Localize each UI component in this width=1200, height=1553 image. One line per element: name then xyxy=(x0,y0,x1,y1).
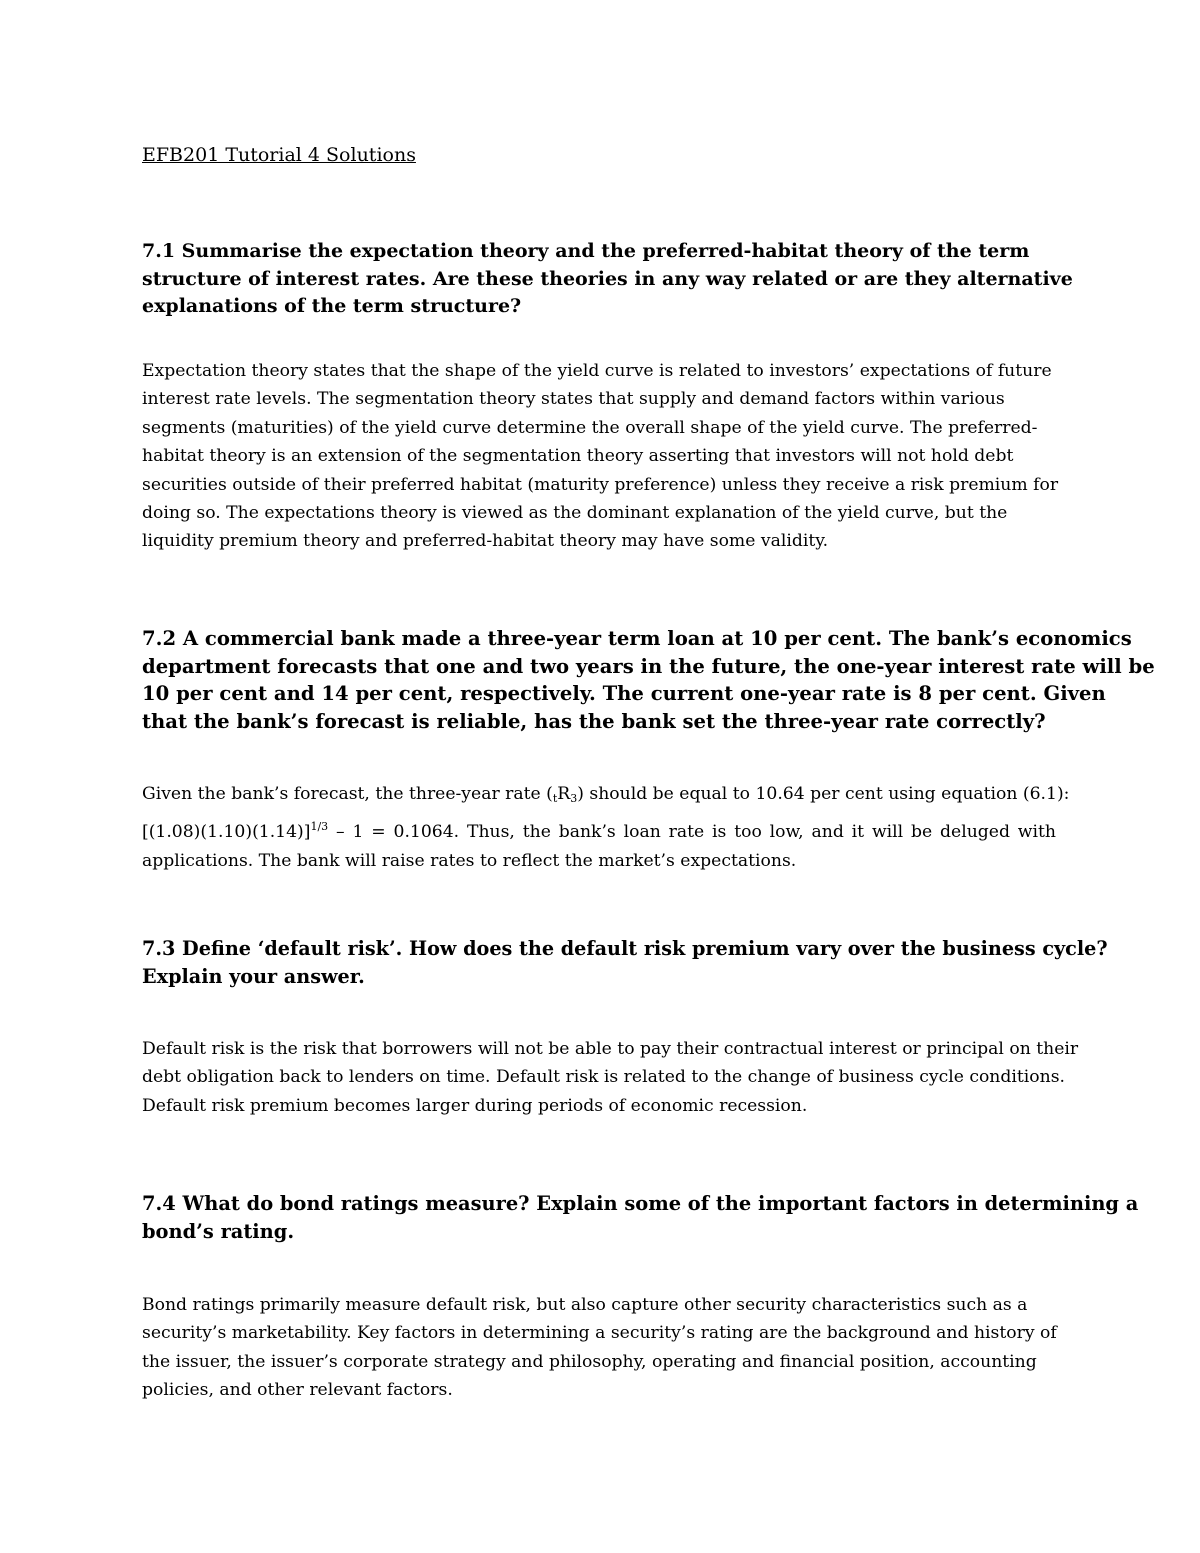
answer-text: R xyxy=(557,784,571,804)
document-title: EFB201 Tutorial 4 Solutions xyxy=(142,144,416,166)
question-line: 10 per cent and 14 per cent, respectively. The current one-year rate is 8 per cent. Given xyxy=(142,682,1106,705)
question-line: that the bank’s forecast is reliable, has the bank set the three-year rate correctly? xyxy=(142,709,1046,733)
answer-line: doing so. The expectations theory is viewed as the dominant explanation of the yield curve, but the xyxy=(142,503,1008,524)
answer-line: Default risk premium becomes larger during periods of economic recession. xyxy=(142,1095,808,1116)
question-line: explanations of the term structure? xyxy=(142,295,522,317)
answer-line: applications. The bank will raise rates to reflect the market’s expectations. xyxy=(142,850,797,871)
exponent: 1/3 xyxy=(310,820,329,834)
answer-line: segments (maturities) of the yield curve determine the overall shape of the yield curve. The preferred- xyxy=(142,417,1038,438)
question-line: 7.4 What do bond ratings measure? Explain some of the important factors in determining a xyxy=(142,1192,1139,1215)
answer-line: Expectation theory states that the shape of the yield curve is related to investors’ expectations of future xyxy=(142,361,1052,381)
formula-text: [(1.08)(1.10)(1.14)] xyxy=(142,822,311,843)
answer-line xyxy=(142,813,1056,846)
question-line: 7.1 Summarise the expectation theory and the preferred-habitat theory of the term xyxy=(142,240,1030,262)
answer-line xyxy=(142,780,1069,813)
answer-line: debt obligation back to lenders on time. Default risk is related to the change of business cycle conditions. xyxy=(142,1067,1065,1088)
question-line: 7.2 A commercial bank made a three-year term loan at 10 per cent. The bank’s economics xyxy=(142,627,1132,650)
question-line: department forecasts that one and two years in the future, the one-year interest rate will be xyxy=(142,654,1155,678)
answer-7-4 xyxy=(142,1291,1057,1405)
answer-7-3 xyxy=(142,1035,1078,1120)
answer-text: Given the bank’s forecast, the three-year rate ( xyxy=(142,784,553,804)
answer-line: the issuer, the issuer’s corporate strategy and philosophy, operating and financial position, accounting xyxy=(142,1351,1037,1372)
question-7-1 xyxy=(142,238,1073,321)
question-line: bond’s rating. xyxy=(142,1219,295,1243)
answer-line: habitat theory is an extension of the segmentation theory asserting that investors will not hold debt xyxy=(142,446,1014,467)
answer-line: liquidity premium theory and preferred-habitat theory may have some validity. xyxy=(142,531,829,552)
question-line: 7.3 Define ‘default risk’. How does the default risk premium vary over the business cycle? xyxy=(142,937,1108,960)
answer-line: security’s marketability. Key factors in determining a security’s rating are the background and history of xyxy=(142,1323,1057,1344)
answer-line: Default risk is the risk that borrowers will not be able to pay their contractual interest or principal on their xyxy=(142,1039,1079,1059)
question-line: structure of interest rates. Are these theories in any way related or are they alternative xyxy=(142,267,1073,290)
subscript-t: t xyxy=(552,792,558,805)
answer-line: securities outside of their preferred habitat (maturity preference) unless they receive a risk premium for xyxy=(142,474,1059,495)
question-line: Explain your answer. xyxy=(142,964,365,988)
answer-line: Bond ratings primarily measure default risk, but also capture other security characteristics such as a xyxy=(142,1295,1028,1315)
answer-7-2 xyxy=(142,780,1069,875)
subscript-3: 3 xyxy=(570,792,578,805)
question-7-4 xyxy=(142,1190,1138,1245)
question-7-2 xyxy=(142,625,1155,735)
answer-text: ) should be equal to 10.64 per cent using equation (6.1): xyxy=(577,784,1070,804)
answer-line: interest rate levels. The segmentation theory states that supply and demand factors within various xyxy=(142,389,1005,410)
question-7-3 xyxy=(142,935,1108,990)
answer-text: – 1 = 0.1064. Thus, the bank’s loan rate is too low, and it will be deluged with xyxy=(328,822,1056,843)
answer-line: policies, and other relevant factors. xyxy=(142,1380,453,1401)
answer-7-1 xyxy=(142,357,1058,556)
